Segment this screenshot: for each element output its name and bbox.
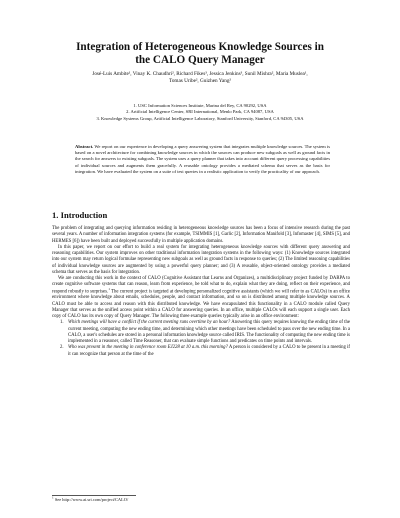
list-item-number: 2. bbox=[60, 345, 64, 351]
paragraph-2: In this paper, we report on our effort to build a real system for integrating heterogeneous knowledge sources with different query answering and reasoning capabilities. Our system improves on other traditional information integration systems in the following ways: (1) Knowledge sources integrated into our system may return logical formulae representing new subgoals as well as ground facts in response to queries; (2) The limited reasoning capabilities of individual knowledge sources are augmented by using a powerful query planner; and (3) A reusable, object-oriented ontology provides a mediated schema that serves as the basis for integration. bbox=[52, 244, 350, 275]
title-line-1: Integration of Heterogeneous Knowledge Sources in bbox=[76, 41, 324, 53]
list-item bbox=[52, 345, 350, 358]
title-line-2: the CALO Query Manager bbox=[135, 54, 265, 66]
footnote-ref: 1 bbox=[108, 286, 110, 291]
list-item-text: Answering this query requires knowing the ending time of the current meeting, computing the new ending time, and determining which other meetings have been scheduled to pass over the new ending time. In a CALO, a user's schedules are stored in a personal information knowledge source called IRIS. The functionality of computing the new ending time is implemented in a reasoner, called Time Reasoner, that can evaluate simple functions and predicates on time points and intervals. bbox=[68, 320, 351, 345]
paragraph-1: The problem of integrating and querying information residing in heterogeneous knowledge sources has been a focus of intensive research during the past several years. A number of information integration systems (for example, TSIMMIS [1], Garlic [2], Information Manifold [3], Infomaster [4], SIMS [5], and HERMES [6]) have been built and deployed successfully in multiple application domains. bbox=[52, 226, 350, 244]
footnote-text: See http://www.ai.sri.com/project/CALO/ bbox=[54, 497, 129, 502]
list-item-question: Which meetings will have a conflict if the current meeting runs overtime by an hour? bbox=[68, 320, 231, 326]
authors-line-2: Tomas Uribe², Guizhen Yang² bbox=[169, 78, 231, 85]
footnote-divider bbox=[52, 495, 136, 496]
abstract-text: We report on our experience in developing a query answering system that integrates multiple knowledge sources. The system is based on a novel architecture for combining knowledge sources in which the sources can produce new subgoals as well as ground facts in the search for answers to existing subgoals. The system uses a query planner that takes into account different query processing capabilities of individual sources and augments them gracefully. A reusable ontology provides a mediated schema that serves as the basis for integration. We have evaluated the system on a suite of test queries in a realistic application to verify the practicality of our approach. bbox=[75, 144, 330, 174]
abstract-label: Abstract. bbox=[75, 144, 94, 149]
footnote bbox=[52, 497, 128, 503]
paper-title bbox=[0, 41, 400, 67]
affiliation-3: 3. Knowledge Systems Group, Artificial Intelligence Laboratory, Stanford University, Stanford, CA 94305, USA bbox=[96, 115, 304, 121]
paragraph-3-part-b: The current project is targeted at developing personalized cognitive assistants (which we will refer to as CALOs) in an office environment where knowledge about emails, schedules, people, and contact information, and so on is distributed among multiple knowledge sources. A CALO must be able to access and reason with this distributed knowledge. We have encapsulated this functionality in a CALO module called Query Manager that serves as the unified access point within a CALO for answering queries. In an office, multiple CALOs will each support a single user. Each copy of CALO has its own copy of Query Manager. The following three example queries typically arise in an office environment: bbox=[52, 289, 350, 320]
body-text bbox=[52, 226, 350, 358]
list-item-question: Who was present in the meeting in conference room EJ228 at 10 a.m. this morning? bbox=[68, 345, 228, 351]
list-item bbox=[52, 320, 350, 345]
footnote-marker: 1 bbox=[52, 495, 54, 500]
author-list bbox=[40, 71, 360, 85]
section-heading: 1. Introduction bbox=[52, 210, 108, 220]
paragraph-3-part-a: We are conducting this work in the context of CALO (Cognitive Assistant that Learns and Organizes), a multidisciplinary project funded by DARPA to create cognitive software systems that can reason, learn from experience, be told what to do, explain what they are doing, reflect on their experience, and respond robustly to surprises. bbox=[52, 276, 350, 295]
list-item-number: 1. bbox=[60, 320, 64, 326]
affiliation-list bbox=[40, 103, 360, 122]
abstract bbox=[75, 144, 330, 175]
example-query-list bbox=[52, 320, 350, 358]
authors-line-1: José-Luis Ambite¹, Vinay K. Chaudhri², Richard Fikes³, Jessica Jenkins³, Sunil Mishra², Maria Muslea¹, bbox=[92, 71, 308, 77]
paragraph-3 bbox=[52, 276, 350, 320]
affiliation-2: 2. Artificial Intelligence Center, SRI International, Menlo Park, CA 94087, USA bbox=[126, 109, 274, 115]
affiliation-1: 1. USC Information Sciences Institute, Marina del Rey, CA 90292, USA bbox=[133, 103, 267, 108]
list-item-text: A person is considered by a CALO to be present in a meeting if it can recognize that person at the time of the bbox=[68, 345, 350, 357]
